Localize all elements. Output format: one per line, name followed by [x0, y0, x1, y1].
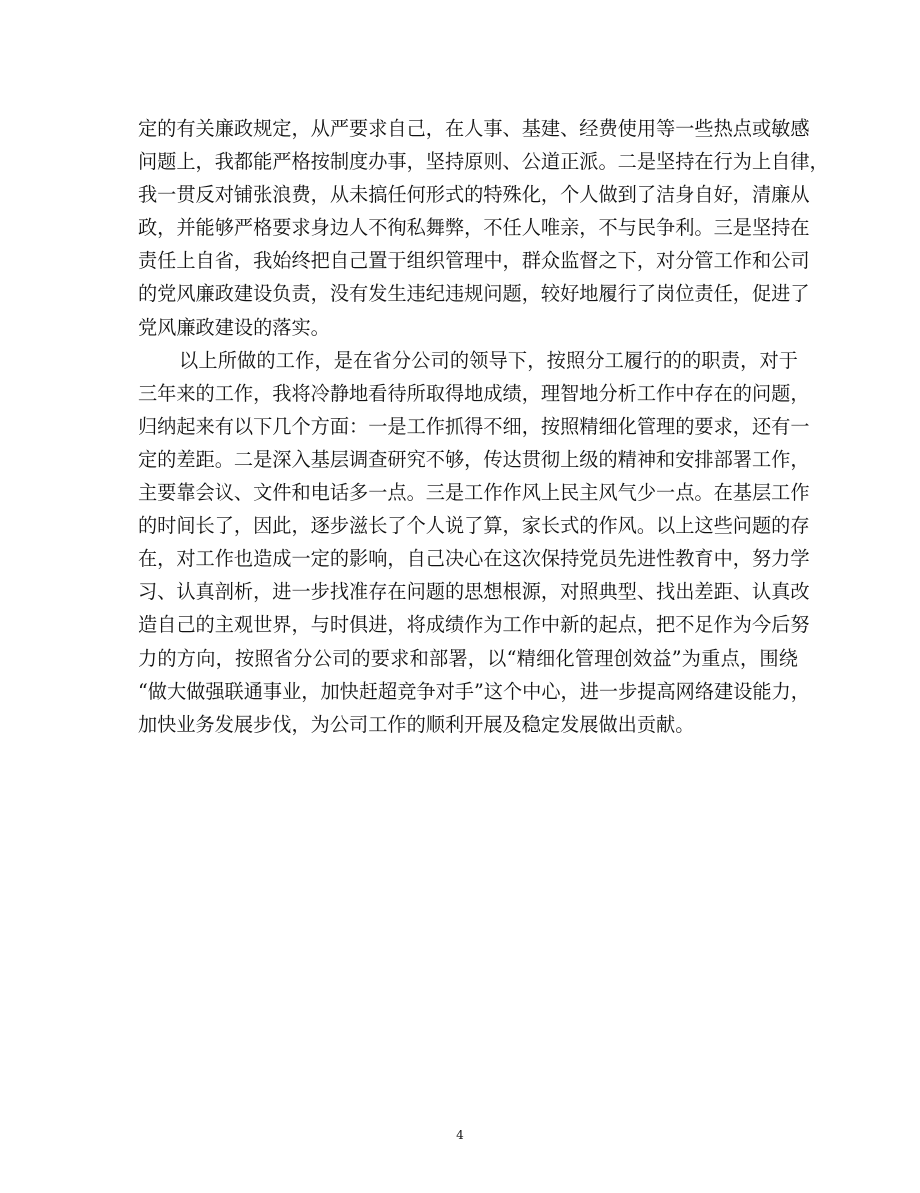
text-line: 加快业务发展步伐，为公司工作的顺利开展及稳定发展做出贡献。 — [138, 712, 695, 736]
text-line: 造自己的主观世界，与时俱进，将成绩作为工作中新的起点，把不足作为今后努 — [138, 613, 810, 637]
text-line: 问题上，我都能严格按制度办事，坚持原则、公道正派。二是坚持在行为上自律， — [138, 150, 829, 174]
text-line: 三年来的工作，我将冷静地看待所取得地成绩，理智地分析工作中存在的问题， — [138, 381, 810, 405]
text-line: 归纳起来有以下几个方面：一是工作抓得不细，按照精细化管理的要求，还有一 — [138, 414, 810, 438]
page-number: 4 — [456, 1128, 464, 1142]
text-line: 以上所做的工作，是在省分公司的领导下，按照分工履行的的职责，对于 — [179, 348, 798, 372]
text-line: 政，并能够严格要求身边人不徇私舞弊，不任人唯亲，不与民争利。三是坚持在 — [138, 216, 810, 240]
text-line: 责任上自省，我始终把自己置于组织管理中，群众监督之下，对分管工作和公司 — [138, 249, 810, 273]
text-line: 的党风廉政建设负责，没有发生违纪违规问题，较好地履行了岗位责任，促进了 — [138, 282, 810, 306]
paragraph-integrity — [138, 112, 829, 344]
text-line: 的时间长了，因此，逐步滋长了个人说了算，家长式的作风。以上这些问题的存 — [138, 514, 810, 538]
text-line: “做大做强联通事业，加快赶超竞争对手”这个中心，进一步提高网络建设能力， — [138, 679, 810, 703]
text-line: 我一贯反对铺张浪费，从未搞任何形式的特殊化，个人做到了洁身自好，清廉从 — [138, 183, 810, 207]
text-line: 定的差距。二是深入基层调查研究不够，传达贯彻上级的精神和安排部署工作， — [138, 447, 810, 471]
text-line: 在，对工作也造成一定的影响，自己决心在这次保持党员先进性教育中，努力学 — [138, 547, 810, 571]
text-line: 习、认真剖析，进一步找准存在问题的思想根源，对照典型、找出差距、认真改 — [138, 580, 810, 604]
text-line: 主要靠会议、文件和电话多一点。三是工作作风上民主风气少一点。在基层工作 — [138, 481, 810, 505]
document-body — [138, 112, 829, 741]
text-line: 定的有关廉政规定，从严要求自己，在人事、基建、经费使用等一些热点或敏感 — [138, 117, 810, 140]
text-line: 党风廉政建设的落实。 — [138, 315, 330, 339]
text-line: 力的方向，按照省分公司的要求和部署，以“精细化管理创效益”为重点，围绕 — [138, 646, 798, 670]
paragraph-problems — [138, 344, 810, 741]
